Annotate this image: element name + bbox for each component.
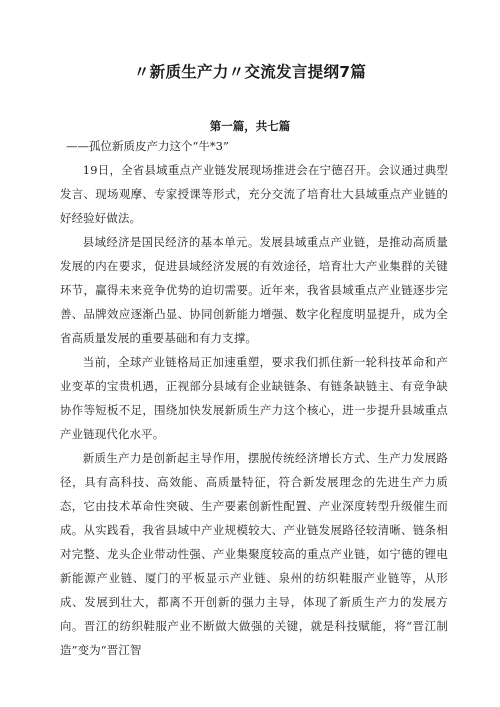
paragraph: 当前，全球产业链格局正加速重塑，要求我们抓住新一轮科技革命和产业变革的宝贵机遇，正视部分县域有企业缺链条、有链条缺链主、有竞争缺协作等短板不足，围绕加快发展新质生产力这个核心，进一步提升县域重点产业链现代化水平。 [60,355,448,441]
subtitle: ——孤位新质皮产力这个“牛*3” [66,139,229,153]
paragraph: 19日，全省县域重点产业链发展现场推进会在宁德召开。会议通过典型发言、现场观摩、专家授课等形式，充分交流了培育壮大县域重点产业链的好经验好做法。 [60,163,448,225]
paragraph: 县域经济是国民经济的基本单元。发展县域重点产业链，是推动高质量发展的内在要求，促进县域经济发展的有效途径，培育壮大产业集群的关键环节，赢得未来竞争优势的迫切需要。近年来，我省县域重点产业链逐步完善、品牌效应逐渐凸显、协同创新能力增强、数字化程度明显提升，成为全省高质量发展的重要基础和有力支撑。 [60,235,448,345]
document-title: 〃新质生产力〃交流发言提纲7篇 [133,63,367,81]
section-heading: 第一篇，共七篇 [209,119,291,133]
body-text [60,158,448,662]
paragraph: 新质生产力是创新起主导作用，摆脱传统经济增长方式、生产力发展路径，具有高科技、高效能、高质量特征，符合新发展理念的先进生产力质态，它由技术革命性突破、生产要素创新性配置、产业深度转型升级催生而成。从实践看，我省县域中产业规模较大、产业链发展路径较清晰、链条相对完整、龙头企业带动性强、产业集聚度较高的重点产业链，如宁德的锂电新能源产业链、厦门的平板显示产业链、泉州的纺织鞋服产业链等，从形成、发展到壮大，都离不开创新的强力主导，体现了新质生产力的发展方向。晋江的纺织鞋服产业不断做大做强的关键，就是科技赋能，将“晋江制造”变为“晋江智 [60,451,448,657]
